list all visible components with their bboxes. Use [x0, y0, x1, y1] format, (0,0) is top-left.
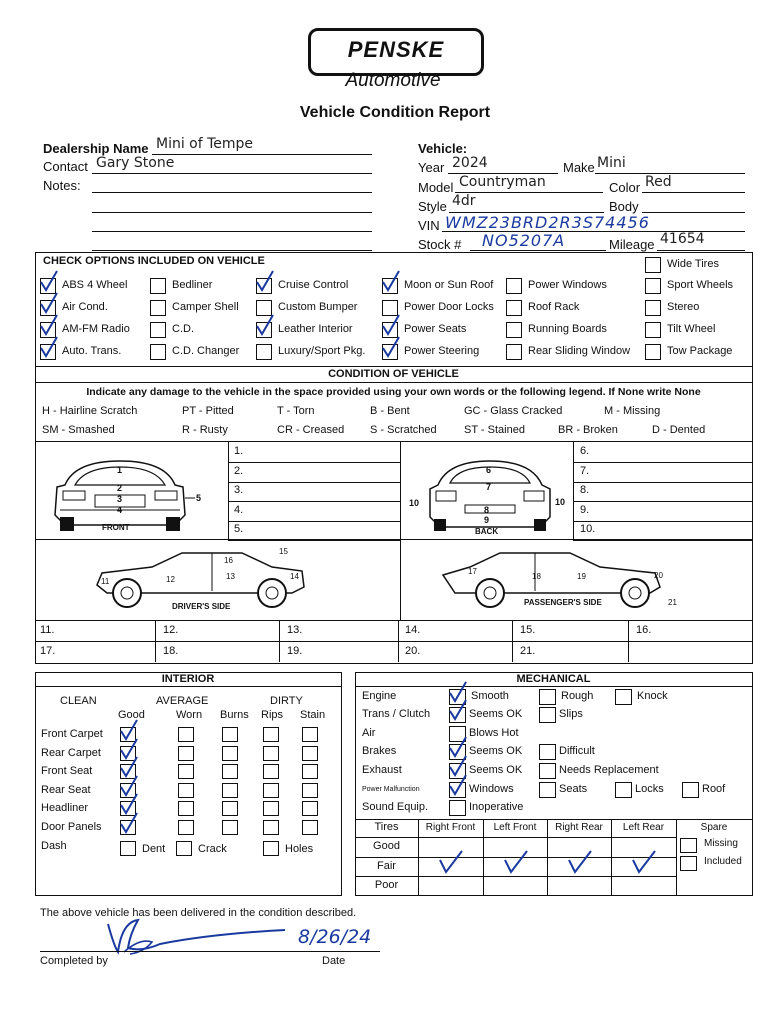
- mechanical-option-label: Slips: [559, 708, 583, 720]
- option-checkbox[interactable]: [645, 344, 661, 360]
- interior-column-header: Stain: [300, 709, 326, 721]
- option-label: Camper Shell: [172, 301, 239, 313]
- driver-callout: 11: [101, 577, 110, 586]
- mechanical-option-label: Difficult: [559, 745, 595, 757]
- interior-checkbox[interactable]: [178, 764, 194, 779]
- interior-checkbox[interactable]: [178, 783, 194, 798]
- front-damage-number: 1.: [234, 445, 244, 457]
- contact-value[interactable]: Gary Stone: [96, 155, 175, 171]
- interior-row-label: Front Seat: [41, 765, 93, 777]
- passenger-callout: 20: [654, 571, 663, 580]
- option-label: Running Boards: [528, 323, 607, 335]
- interior-row-label: Front Carpet: [41, 728, 103, 740]
- mechanical-option-label: Seems OK: [469, 764, 523, 776]
- brand-name: PENSKE: [347, 37, 445, 62]
- back-damage-line[interactable]: [573, 462, 752, 463]
- option-checkbox[interactable]: [150, 300, 166, 316]
- side-cell-divider: [398, 620, 399, 662]
- mechanical-checkbox[interactable]: [449, 782, 466, 798]
- interior-checkbox[interactable]: [120, 801, 136, 816]
- option-checkbox[interactable]: [256, 322, 272, 338]
- option-checkbox[interactable]: [40, 300, 56, 316]
- interior-checkbox[interactable]: [120, 783, 136, 798]
- interior-row-label: Headliner: [41, 802, 89, 814]
- back-damage-number: 9.: [580, 503, 590, 516]
- dirty-label: DIRTY: [270, 695, 303, 707]
- mechanical-checkbox[interactable]: [615, 689, 632, 705]
- option-checkbox[interactable]: [40, 322, 56, 338]
- interior-checkbox[interactable]: [178, 820, 194, 835]
- option-label: Rear Sliding Window: [528, 345, 631, 357]
- interior-checkbox[interactable]: [263, 801, 279, 816]
- back-view-label: BACK: [475, 527, 499, 536]
- option-label: Wide Tires: [667, 258, 719, 270]
- front-callout: 2: [117, 483, 123, 493]
- color-label: Color: [609, 180, 641, 195]
- model-label: Model: [418, 180, 454, 195]
- damage-instruction: Indicate any damage to the vehicle in the space provided using your own words or the following legend. If None write None: [86, 386, 701, 398]
- tires-column-header: Right Rear: [555, 822, 603, 833]
- contact-label: Contact: [43, 159, 88, 174]
- interior-checkbox[interactable]: [222, 801, 238, 816]
- side-damage-number: 15.: [520, 624, 536, 636]
- dash-checkbox[interactable]: [263, 841, 279, 856]
- options-heading: CHECK OPTIONS INCLUDED ON VEHICLE: [43, 255, 265, 267]
- option-label: C.D.: [172, 323, 194, 335]
- back-callout: 6: [486, 465, 492, 475]
- front-callout: 1: [117, 465, 123, 475]
- mechanical-checkbox[interactable]: [449, 689, 466, 705]
- driver-callout: 14: [290, 572, 299, 581]
- option-checkbox[interactable]: [506, 278, 522, 294]
- option-checkbox[interactable]: [256, 344, 272, 360]
- interior-checkbox[interactable]: [263, 783, 279, 798]
- side-damage-number: 18.: [163, 645, 179, 657]
- mechanical-option-label: Inoperative: [469, 801, 524, 813]
- page-title: Vehicle Condition Report: [299, 104, 491, 121]
- option-label: ABS 4 Wheel: [62, 279, 128, 291]
- passenger-callout: 19: [577, 572, 586, 581]
- dash-checkbox[interactable]: [120, 841, 136, 856]
- mechanical-option-label: Seats: [559, 783, 588, 795]
- spare-checkbox[interactable]: [680, 838, 697, 853]
- mechanical-row-label: Power Malfunction: [362, 786, 420, 793]
- option-checkbox[interactable]: [506, 322, 522, 338]
- mechanical-checkbox[interactable]: [539, 689, 556, 705]
- option-label: Stereo: [667, 301, 700, 313]
- mechanical-option-label: Windows: [469, 783, 514, 795]
- mechanical-checkbox[interactable]: [539, 782, 556, 798]
- spare-checkbox[interactable]: [680, 856, 697, 871]
- option-checkbox[interactable]: [645, 278, 661, 294]
- body-label: Body: [609, 199, 639, 214]
- interior-row-label: Rear Carpet: [41, 746, 101, 759]
- passenger-callout: 18: [532, 572, 541, 581]
- option-checkbox[interactable]: [506, 344, 522, 360]
- interior-checkbox[interactable]: [263, 764, 279, 779]
- mechanical-row-label: Trans / Clutch: [362, 708, 431, 720]
- option-label: Air Cond.: [62, 301, 108, 313]
- option-checkbox[interactable]: [256, 278, 272, 294]
- option-label: C.D. Changer: [172, 345, 240, 357]
- completed-by-label: Completed by: [40, 955, 108, 967]
- front-callout: 4: [117, 505, 123, 515]
- mechanical-row-label: Sound Equip.: [362, 801, 429, 813]
- spare-option-label: Missing: [704, 838, 738, 849]
- tires-column-header: Left Front: [493, 822, 537, 833]
- interior-checkbox[interactable]: [120, 727, 136, 742]
- option-checkbox[interactable]: [150, 344, 166, 360]
- mechanical-row-label: Exhaust: [362, 764, 402, 776]
- option-label: Power Steering: [404, 345, 480, 357]
- legend-item: CR - Creased: [277, 424, 345, 436]
- notes-line[interactable]: [92, 250, 372, 251]
- driver-side-diagram: [92, 545, 307, 610]
- interior-checkbox[interactable]: [222, 727, 238, 742]
- interior-checkbox[interactable]: [302, 820, 318, 835]
- back-callout: 9: [484, 515, 490, 525]
- brand-subtitle: Automotive: [345, 70, 441, 91]
- condition-heading: CONDITION OF VEHICLE: [328, 368, 459, 380]
- model-value[interactable]: Countryman: [459, 174, 546, 190]
- legend-item: GC - Glass Cracked: [464, 405, 563, 417]
- option-checkbox[interactable]: [382, 322, 398, 338]
- back-damage-line[interactable]: [573, 521, 752, 522]
- legend-item: SM - Smashed: [42, 424, 115, 436]
- mechanical-checkbox[interactable]: [539, 707, 556, 723]
- interior-checkbox[interactable]: [178, 727, 194, 742]
- interior-row-label: Rear Seat: [41, 783, 91, 796]
- tires-row-label: Good: [373, 840, 400, 852]
- side-damage-number: 14.: [405, 624, 421, 636]
- legend-item: M - Missing: [604, 405, 661, 417]
- passenger-callout: 17: [468, 567, 477, 576]
- mechanical-option-label: Rough: [561, 690, 594, 702]
- interior-checkbox[interactable]: [263, 727, 279, 742]
- signature: [100, 912, 290, 962]
- tires-row-label: Fair: [377, 859, 396, 872]
- back-callout: 8: [484, 505, 490, 515]
- side-damage-number: 21.: [520, 645, 536, 657]
- side-cell-divider: [279, 620, 280, 662]
- front-damage-line[interactable]: [228, 482, 400, 483]
- interior-checkbox[interactable]: [178, 746, 194, 761]
- back-damage-line[interactable]: [573, 501, 752, 502]
- option-checkbox[interactable]: [150, 322, 166, 338]
- driver-callout: 15: [279, 547, 288, 556]
- front-damage-number: 2.: [234, 464, 244, 477]
- option-checkbox[interactable]: [40, 344, 56, 360]
- option-label: Tilt Wheel: [667, 323, 716, 335]
- dash-checkbox[interactable]: [176, 841, 192, 856]
- interior-column-header: Rips: [261, 709, 284, 721]
- stock-value[interactable]: NO5207A: [482, 231, 566, 250]
- back-damage-line[interactable]: [573, 482, 752, 483]
- interior-column-header: Good: [118, 709, 145, 721]
- mechanical-checkbox[interactable]: [682, 782, 699, 798]
- passenger-callout: 21: [668, 598, 677, 607]
- legend-item: T - Torn: [277, 405, 315, 417]
- front-damage-number: 3.: [234, 484, 244, 496]
- option-checkbox[interactable]: [256, 300, 272, 316]
- passenger-view-label: PASSENGER'S SIDE: [524, 598, 602, 607]
- style-value[interactable]: 4dr: [452, 193, 476, 209]
- front-damage-number: 5.: [234, 523, 244, 535]
- interior-checkbox[interactable]: [222, 783, 238, 798]
- spare-option-label: Included: [704, 856, 742, 867]
- mechanical-row-label: Air: [362, 727, 376, 739]
- option-checkbox[interactable]: [506, 300, 522, 316]
- option-checkbox[interactable]: [150, 278, 166, 294]
- dash-option-label: Dent: [142, 843, 166, 855]
- legend-item: D - Dented: [652, 424, 706, 436]
- front-callout: 3: [117, 494, 123, 504]
- stock-label: Stock #: [418, 237, 462, 252]
- vin-value[interactable]: WMZ23BRD2R3S74456: [445, 213, 650, 232]
- dealership-value[interactable]: Mini of Tempe: [156, 136, 254, 152]
- option-label: Custom Bumper: [278, 301, 358, 313]
- tires-row-line: [355, 837, 676, 838]
- mechanical-checkbox[interactable]: [449, 707, 466, 723]
- option-label: Cruise Control: [278, 279, 349, 291]
- year-value[interactable]: 2024: [452, 155, 488, 171]
- check-mark-icon: [629, 848, 659, 876]
- option-label: Power Door Locks: [404, 301, 494, 313]
- side-damage-number: 20.: [405, 645, 421, 657]
- legend-item: BR - Broken: [558, 424, 618, 436]
- mechanical-checkbox[interactable]: [449, 763, 466, 779]
- penske-logo: [308, 28, 484, 76]
- notes-line[interactable]: [92, 231, 372, 232]
- mechanical-option-label: Smooth: [471, 690, 509, 702]
- interior-checkbox[interactable]: [263, 746, 279, 761]
- side-damage-number: 19.: [287, 645, 303, 657]
- side-damage-number: 16.: [636, 624, 652, 636]
- mechanical-checkbox[interactable]: [615, 782, 632, 798]
- side-cell-divider: [628, 620, 629, 662]
- front-damage-line[interactable]: [228, 521, 400, 522]
- back-callout: 10: [409, 498, 420, 508]
- option-label: Luxury/Sport Pkg.: [278, 345, 366, 357]
- mechanical-option-label: Locks: [635, 783, 664, 795]
- dash-label: Dash: [41, 840, 67, 852]
- interior-column-header: Worn: [176, 709, 203, 721]
- check-mark-icon: [565, 848, 595, 876]
- vin-label: VIN: [418, 218, 440, 233]
- tire-fair-check[interactable]: [629, 848, 659, 876]
- driver-callout: 16: [224, 556, 233, 565]
- option-label: Roof Rack: [528, 301, 580, 313]
- interior-checkbox[interactable]: [120, 746, 136, 761]
- interior-column-header: Burns: [220, 709, 249, 721]
- notes-line[interactable]: [92, 192, 372, 193]
- interior-checkbox[interactable]: [302, 746, 318, 761]
- interior-checkbox[interactable]: [222, 746, 238, 761]
- option-label: Moon or Sun Roof: [404, 279, 494, 291]
- back-damage-line[interactable]: [573, 540, 752, 541]
- legend-item: S - Scratched: [370, 424, 437, 436]
- driver-view-label: DRIVER'S SIDE: [172, 602, 231, 611]
- mechanical-option-label: Needs Replacement: [559, 764, 659, 776]
- option-label: Sport Wheels: [667, 279, 734, 291]
- back-damage-number: 6.: [580, 445, 590, 457]
- legend-item: R - Rusty: [182, 424, 228, 436]
- back-damage-number: 8.: [580, 484, 590, 496]
- option-label: Auto. Trans.: [62, 345, 122, 357]
- color-value[interactable]: Red: [645, 174, 672, 190]
- option-checkbox[interactable]: [645, 300, 661, 316]
- interior-checkbox[interactable]: [178, 801, 194, 816]
- tire-fair-check[interactable]: [501, 848, 531, 876]
- interior-checkbox[interactable]: [120, 764, 136, 779]
- interior-heading: INTERIOR: [161, 673, 215, 685]
- option-checkbox[interactable]: [382, 344, 398, 360]
- back-callout: 7: [486, 482, 492, 492]
- mechanical-row-label: Brakes: [362, 745, 397, 757]
- option-label: Power Windows: [528, 279, 607, 291]
- tires-row-label: Poor: [374, 879, 399, 891]
- average-label: AVERAGE: [156, 695, 209, 707]
- tire-fair-check[interactable]: [565, 848, 595, 876]
- legend-item: ST - Stained: [464, 424, 525, 436]
- dash-option-label: Crack: [198, 843, 227, 855]
- mechanical-heading: MECHANICAL: [516, 673, 591, 685]
- side-cell-divider: [155, 620, 156, 662]
- option-label: Leather Interior: [278, 323, 353, 335]
- tires-row-line: [355, 876, 676, 877]
- mechanical-checkbox[interactable]: [449, 800, 466, 816]
- check-mark-icon: [501, 848, 531, 876]
- side-damage-number: 17.: [40, 645, 56, 657]
- tires-column-header: Tires: [374, 821, 399, 833]
- option-label: Tow Package: [667, 345, 733, 357]
- mechanical-checkbox[interactable]: [539, 763, 556, 779]
- make-value[interactable]: Mini: [597, 155, 626, 171]
- delivery-statement: The above vehicle has been delivered in the condition described.: [40, 907, 357, 919]
- option-checkbox[interactable]: [645, 257, 661, 273]
- mechanical-row-label: Engine: [362, 690, 397, 702]
- mechanical-checkbox[interactable]: [539, 744, 556, 760]
- mileage-value[interactable]: 41654: [660, 231, 705, 247]
- mechanical-checkbox[interactable]: [449, 726, 466, 742]
- legend-item: B - Bent: [370, 405, 410, 417]
- legend-item: H - Hairline Scratch: [42, 405, 138, 417]
- check-mark-icon: [436, 848, 466, 876]
- side-cell-divider: [512, 620, 513, 662]
- mechanical-option-label: Seems OK: [469, 708, 523, 720]
- side-damage-number: 12.: [163, 624, 179, 636]
- interior-row-label: Door Panels: [41, 820, 102, 833]
- mechanical-checkbox[interactable]: [449, 744, 466, 760]
- front-damage-line[interactable]: [228, 540, 400, 541]
- notes-line[interactable]: [92, 212, 372, 213]
- mechanical-option-label: Blows Hot: [469, 727, 519, 739]
- interior-checkbox[interactable]: [302, 764, 318, 779]
- front-damage-line[interactable]: [228, 501, 400, 502]
- interior-checkbox[interactable]: [120, 820, 136, 835]
- legend-item: PT - Pitted: [182, 405, 234, 417]
- option-checkbox[interactable]: [382, 278, 398, 294]
- front-damage-line[interactable]: [228, 462, 400, 463]
- mechanical-option-label: Seems OK: [469, 745, 523, 757]
- interior-checkbox[interactable]: [222, 820, 238, 835]
- dash-option-label: Holes: [285, 843, 314, 855]
- mechanical-option-label: Roof: [702, 783, 726, 795]
- interior-checkbox[interactable]: [302, 801, 318, 816]
- option-checkbox[interactable]: [40, 278, 56, 294]
- interior-checkbox[interactable]: [302, 727, 318, 742]
- dealership-label: Dealership Name: [43, 141, 149, 156]
- tires-column-header: Right Front: [425, 822, 476, 833]
- style-label: Style: [418, 199, 447, 214]
- notes-label: Notes:: [43, 178, 81, 193]
- front-callout: 5: [196, 493, 202, 503]
- tires-column-header: Left Rear: [622, 822, 665, 833]
- back-callout: 10: [555, 497, 566, 507]
- interior-checkbox[interactable]: [222, 764, 238, 779]
- side-damage-number: 13.: [287, 624, 303, 636]
- year-label: Year: [418, 160, 445, 175]
- driver-callout: 12: [166, 575, 175, 584]
- side-damage-number: 11.: [40, 624, 55, 636]
- option-label: Power Seats: [404, 323, 467, 335]
- date-value[interactable]: 8/26/24: [298, 926, 372, 948]
- front-damage-number: 4.: [234, 503, 244, 516]
- driver-callout: 13: [226, 572, 235, 581]
- interior-checkbox[interactable]: [263, 820, 279, 835]
- mileage-label: Mileage: [609, 237, 655, 252]
- front-view-label: FRONT: [102, 523, 130, 532]
- clean-label: CLEAN: [60, 695, 97, 707]
- option-label: AM-FM Radio: [62, 323, 130, 335]
- option-checkbox[interactable]: [382, 300, 398, 316]
- option-checkbox[interactable]: [645, 322, 661, 338]
- back-damage-number: 7.: [580, 464, 590, 477]
- tires-top-border: [355, 819, 752, 820]
- interior-checkbox[interactable]: [302, 783, 318, 798]
- tires-column-header: Spare: [700, 822, 728, 833]
- front-car-diagram: [45, 455, 215, 535]
- make-label: Make: [563, 160, 595, 175]
- back-damage-number: 10.: [580, 523, 596, 535]
- vehicle-heading: Vehicle:: [418, 141, 468, 156]
- date-label: Date: [322, 955, 346, 967]
- tire-fair-check[interactable]: [436, 848, 466, 876]
- mechanical-option-label: Knock: [637, 690, 668, 702]
- option-label: Bedliner: [172, 279, 213, 291]
